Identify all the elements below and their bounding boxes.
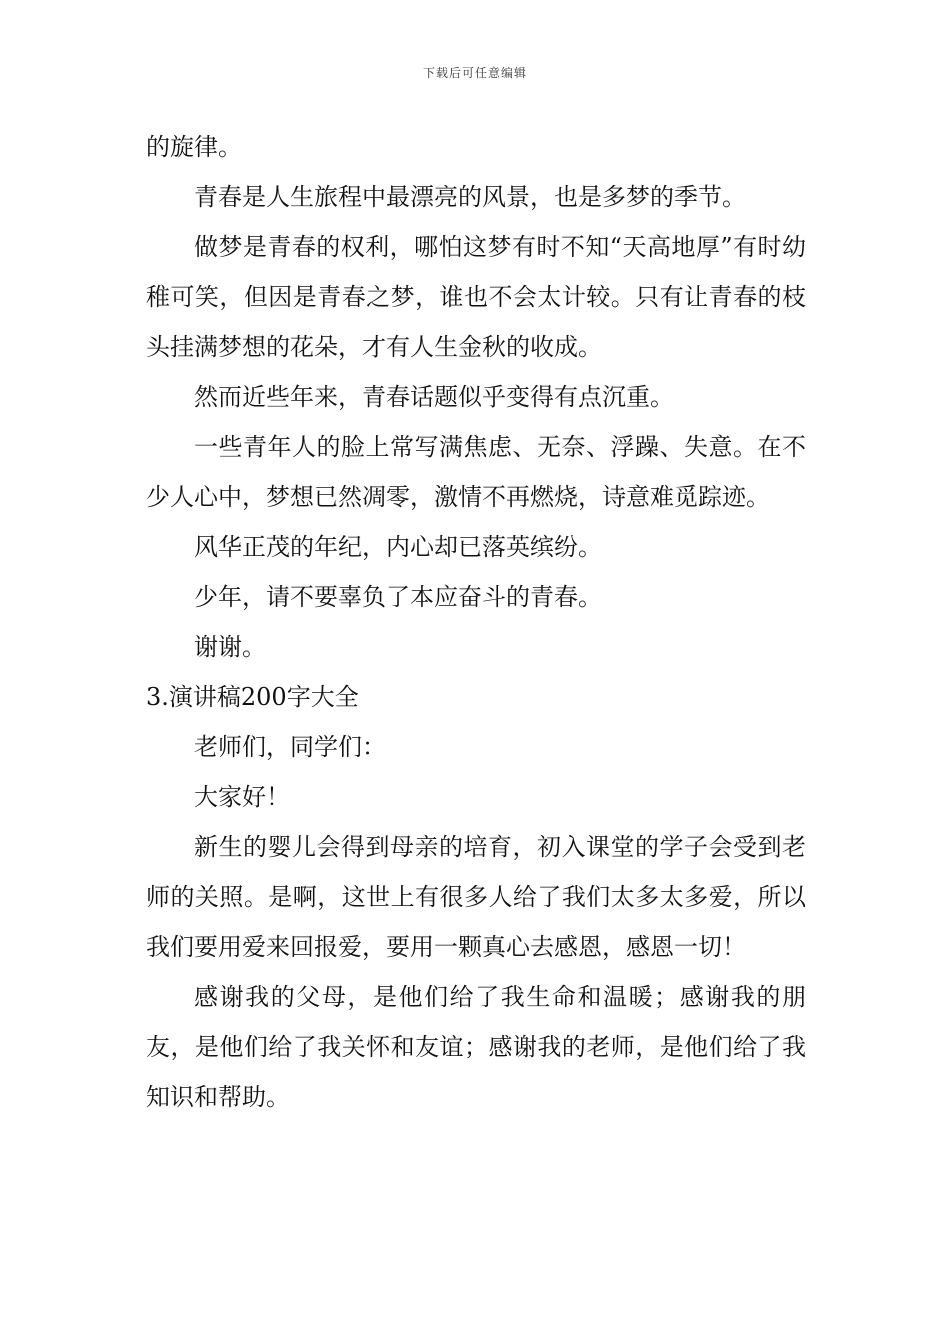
paragraph-continuation: 的旋律。 (146, 133, 242, 161)
paragraph: 谢谢。 (194, 633, 266, 661)
paragraph: 少年，请不要辜负了本应奋斗的青春。 (194, 583, 602, 611)
paragraph: 风华正茂的年纪，内心却已落英缤纷。 (194, 533, 602, 561)
salutation: 老师们，同学们： (194, 733, 386, 761)
section-heading: 3.演讲稿200字大全 (146, 683, 359, 711)
paragraph: 做梦是青春的权利，哪怕这梦有时不知“天高地厚”有时幼稚可笑，但因是青春之梦，谁也不会太计较。只有让青春的枝头挂满梦想的花朵，才有人生金秋的收成。 (146, 233, 806, 361)
page-header: 下载后可任意编辑 (422, 66, 527, 80)
paragraph: 感谢我的父母，是他们给了我生命和温暖；感谢我的朋友，是他们给了我关怀和友谊；感谢我的老师，是他们给了我知识和帮助。 (146, 983, 806, 1111)
greeting: 大家好！ (194, 783, 290, 811)
paragraph: 青春是人生旅程中最漂亮的风景，也是多梦的季节。 (194, 183, 746, 211)
paragraph: 新生的婴儿会得到母亲的培育，初入课堂的学子会受到老师的关照。是啊，这世上有很多人给了我们太多太多爱，所以我们要用爱来回报爱，要用一颗真心去感恩，感恩一切！ (146, 833, 806, 961)
document-body (146, 122, 806, 1122)
paragraph: 然而近些年来，青春话题似乎变得有点沉重。 (194, 383, 674, 411)
paragraph: 一些青年人的脸上常写满焦虑、无奈、浮躁、失意。在不少人心中，梦想已然凋零，激情不再燃烧，诗意难觅踪迹。 (146, 433, 806, 511)
